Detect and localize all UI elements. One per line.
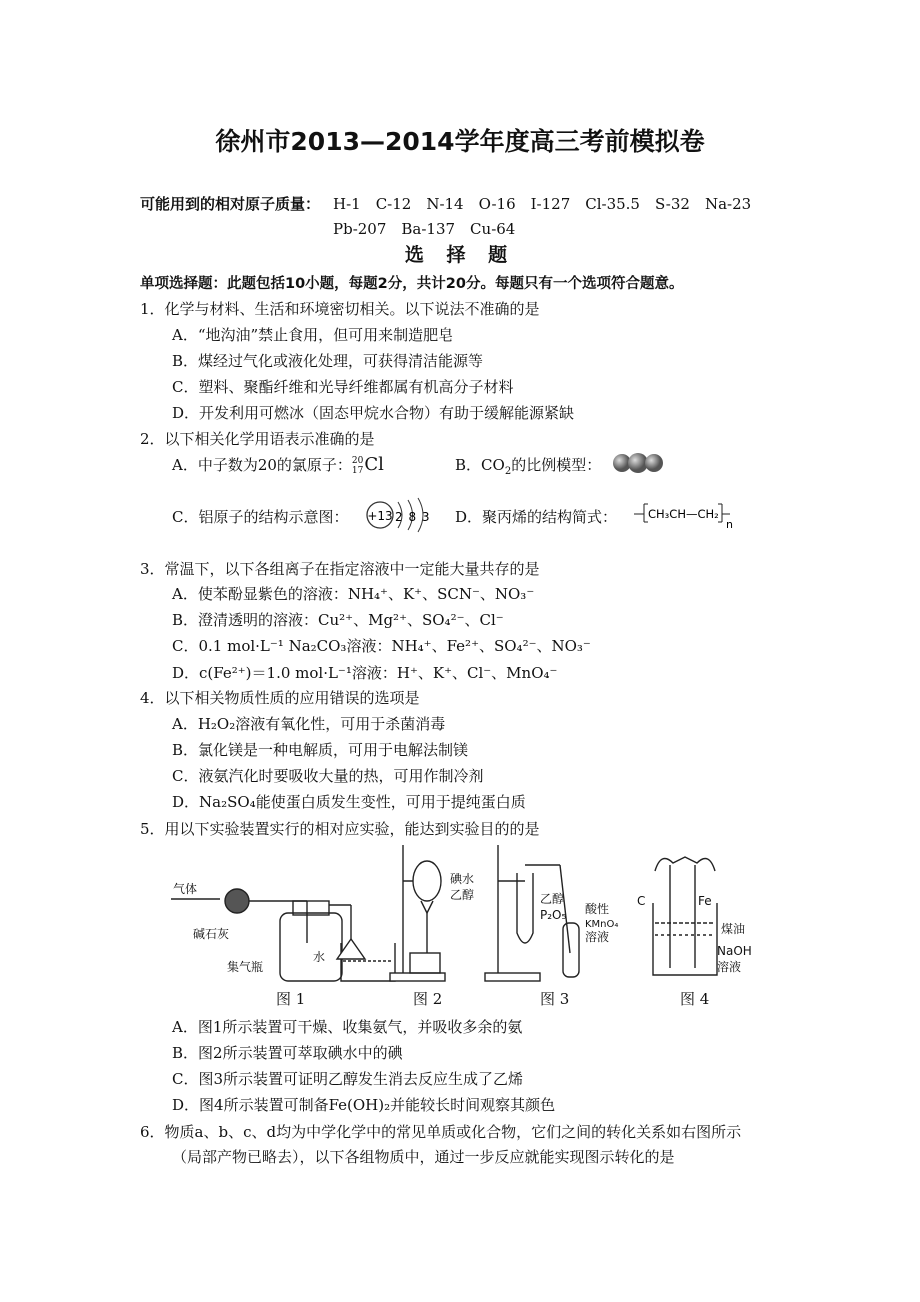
q4-stem: 4．以下相关物质性质的应用错误的选项是 (140, 689, 420, 707)
q4-option-c: C．液氨汽化时要吸收大量的热，可用作制冷剂 (172, 767, 484, 785)
q3-option-a: A．使苯酚显紫色的溶液：NH₄⁺、K⁺、SCN⁻、NO₃⁻ (172, 585, 535, 603)
q2-b-text: B．CO (455, 456, 505, 474)
q4-option-d: D．Na₂SO₄能使蛋白质发生变性，可用于提纯蛋白质 (172, 793, 526, 811)
fig1-lime-label: 碱石灰 (193, 927, 230, 941)
q3-option-d: D．c(Fe²⁺)＝1.0 mol·L⁻¹溶液：H⁺、K⁺、Cl⁻、MnO₄⁻ (172, 664, 558, 682)
atomic-mass-line1: H-1 C-12 N-14 O-16 I-127 Cl-35.5 S-32 Na-23 (333, 195, 752, 213)
fig1-bottle-label: 集气瓶 (227, 960, 264, 974)
q1-option-b: B．煤经过气化或液化处理，可获得清洁能源等 (172, 352, 484, 370)
q4-option-a: A．H₂O₂溶液有氧化性，可用于杀菌消毒 (172, 715, 446, 733)
figure-3-apparatus (485, 845, 618, 981)
q2-b-sub: 2 (504, 466, 512, 477)
q1-option-a: A．“地沟油”禁止食用，但可用来制造肥皂 (172, 326, 454, 344)
al-nucleus-label: +13 (367, 509, 393, 523)
q2-a-number: 17 (351, 466, 364, 476)
co2-model-image (612, 452, 664, 474)
q6-stem-line1: 6．物质a、b、c、d均为中学化学中的常见单质或化合物，它们之间的转化关系如右图所示 (140, 1123, 742, 1141)
fig2-reagent2: 乙醇 (450, 888, 475, 902)
atomic-mass-label: 可能用到的相对原子质量： (140, 195, 321, 213)
q5-option-b: B．图2所示装置可萃取碘水中的碘 (172, 1044, 403, 1062)
pp-formula-text: CH₃CH—CH₂ (648, 507, 719, 521)
fig1-gas-label: 气体 (173, 882, 198, 896)
pp-n: n (726, 518, 733, 530)
q2-a-symbol: Cl (364, 454, 384, 475)
fig4-c-label: C (637, 894, 646, 908)
q5-apparatus-figures (165, 843, 765, 983)
instruction: 单项选择题：此题包括10小题，每题2分，共计20分。每题只有一个选项符合题意。 (140, 276, 684, 292)
q3-stem: 3．常温下，以下各组离子在指定溶液中一定能大量共存的是 (140, 560, 540, 578)
q6-stem-line2: （局部产物已略去），以下各组物质中，通过一步反应就能实现图示转化的是 (172, 1148, 675, 1166)
q1-option-d: D．开发利用可燃冰（固态甲烷水合物）有助于缓解能源紧缺 (172, 404, 575, 422)
q2-b-tail: 的比例模型： (511, 456, 602, 474)
fig3-reagent2: P₂O₅ (540, 908, 567, 922)
fig4-fe-label: Fe (698, 894, 712, 908)
q2-option-d: D．聚丙烯的结构简式： (455, 508, 618, 526)
section-title: 选 择 题 (404, 244, 516, 266)
figure-4-apparatus (637, 857, 752, 975)
q2-option-c: C．铝原子的结构示意图： (172, 508, 349, 526)
q2-option-a (172, 454, 384, 476)
fig3-r5: 溶液 (585, 930, 610, 944)
fig3-r3: 酸性 (585, 902, 610, 916)
fig4-oil-label: 煤油 (721, 922, 746, 936)
fig4-sol-label: 溶液 (717, 960, 742, 974)
fig4-naoh-label: NaOH (717, 944, 752, 958)
fig3-r4: KMnO₄ (585, 919, 619, 930)
figure-2-apparatus (390, 845, 474, 981)
q5-option-a: A．图1所示装置可干燥、收集氨气，并吸收多余的氨 (172, 1018, 523, 1036)
q3-option-c: C．0.1 mol·L⁻¹ Na₂CO₃溶液：NH₄⁺、Fe²⁺、SO₄²⁻、NO₃⁻ (172, 637, 591, 655)
q4-option-b: B．氯化镁是一种电解质，可用于电解法制镁 (172, 741, 469, 759)
al-shells-label: 2 8 3 (395, 510, 431, 524)
fig3-reagent1: 乙醇 (540, 892, 565, 906)
q2-a-text: A．中子数为20的氯原子： (172, 456, 352, 474)
q5-stem: 5．用以下实验装置实行的相对应实验，能达到实验目的的是 (140, 820, 540, 838)
fig1-water-label: 水 (313, 950, 326, 964)
fig2-reagent1: 碘水 (450, 872, 475, 886)
q2-a-mass: 20 (351, 456, 364, 466)
figure-1-apparatus (171, 881, 395, 981)
aluminum-atom-diagram (362, 496, 432, 534)
polypropylene-formula (632, 498, 742, 530)
q3-option-b: B．澄清透明的溶液：Cu²⁺、Mg²⁺、SO₄²⁻、Cl⁻ (172, 611, 504, 629)
q5-option-d: D．图4所示装置可制备Fe(OH)₂并能较长时间观察其颜色 (172, 1096, 556, 1114)
fig-label-3: 图 3 (540, 990, 570, 1008)
fig-label-2: 图 2 (413, 990, 443, 1008)
atomic-mass-line2: Pb-207 Ba-137 Cu-64 (333, 220, 516, 238)
q1-option-c: C．塑料、聚酯纤维和光导纤维都属有机高分子材料 (172, 378, 514, 396)
fig-label-1: 图 1 (276, 990, 306, 1008)
q2-option-b (455, 454, 601, 475)
q2-a-isotope (352, 456, 363, 476)
fig-label-4: 图 4 (680, 990, 710, 1008)
q2-stem: 2．以下相关化学用语表示准确的是 (140, 430, 375, 448)
q1-stem: 1．化学与材料、生活和环境密切相关。以下说法不准确的是 (140, 300, 540, 318)
page-title: 徐州市2013—2014学年度高三考前模拟卷 (215, 127, 705, 156)
q5-option-c: C．图3所示装置可证明乙醇发生消去反应生成了乙烯 (172, 1070, 524, 1088)
